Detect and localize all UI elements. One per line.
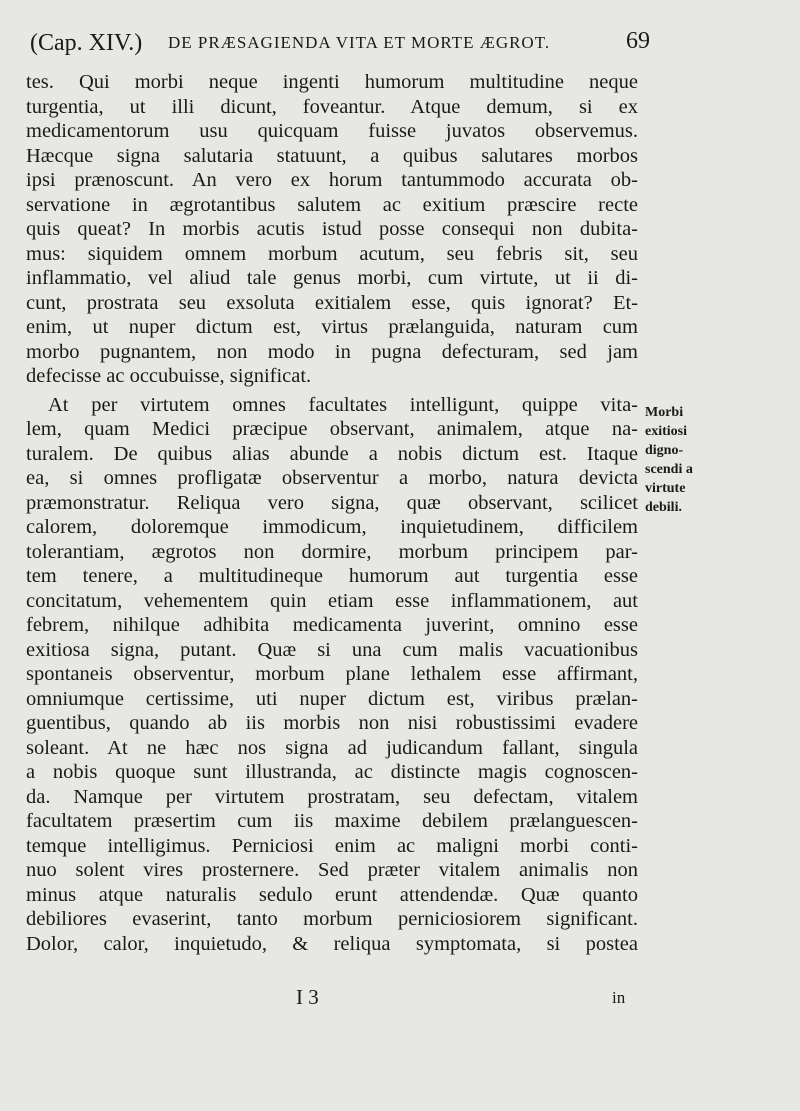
text-line: At per virtutem omnes facultates intelligunt, quippe vita- [48, 393, 638, 416]
text-line: temque intelligimus. Perniciosi enim ac maligni morbi conti- [26, 834, 638, 857]
text-line: ipsi prænoscunt. An vero ex horum tantummodo accurata ob- [26, 169, 638, 191]
text-line: a nobis quoque sunt illustranda, ac distincte magis cognoscen- [26, 761, 638, 783]
chapter-label: (Cap. XIV.) [30, 30, 143, 56]
paragraph-2 [26, 393, 638, 957]
text-line: defecisse ac occubuisse, significat. [26, 365, 312, 387]
text-line: nuo solent vires prosternere. Sed præter vitalem animalis non [26, 859, 638, 881]
text-line: Dolor, calor, inquietudo, & reliqua symptomata, si postea [26, 932, 638, 955]
text-line: turalem. De quibus alias abunde a nobis dictum est. Itaque [26, 442, 638, 465]
text-line: omniumque certissime, uti nuper dictum est, viribus prælan- [26, 687, 638, 710]
paragraph-1 [26, 70, 638, 389]
text-line: spontaneis observentur, morbum plane lethalem esse affirmant, [26, 663, 638, 685]
text-line: tolerantiam, ægrotos non dormire, morbum principem par- [26, 540, 638, 563]
marginal-line: scendi a [645, 462, 693, 477]
text-line: servatione in ægrotantibus salutem ac exitium præscire recte [26, 193, 638, 216]
signature-mark: I 3 [296, 985, 319, 1009]
marginal-line: virtute [645, 481, 686, 496]
text-line: debiliores evaserint, tanto morbum perniciosiorem significant. [26, 908, 638, 930]
marginal-line: debili. [645, 500, 682, 515]
running-header [30, 24, 650, 60]
text-line: inflammatio, vel aliud tale genus morbi, cum virtute, ut ii di- [26, 267, 638, 289]
text-line: febrem, nihilque adhibita medicamenta juverint, omnino esse [26, 614, 638, 636]
text-line: enim, ut nuper dictum est, virtus prælanguida, naturam cum [26, 316, 638, 338]
text-line: mus: siquidem omnem morbum acutum, seu febris sit, seu [26, 242, 638, 265]
text-line: minus atque naturalis sedulo erunt attendendæ. Quæ quanto [26, 883, 638, 906]
page-number: 69 [626, 28, 650, 54]
text-line: calorem, doloremque immodicum, inquietudinem, difficilem [26, 516, 638, 538]
text-line: exitiosa signa, putant. Quæ si una cum malis vacuationibus [26, 638, 638, 661]
catchword: in [612, 988, 626, 1007]
text-line: ea, si omnes profligatæ observentur a morbo, natura devicta [26, 467, 638, 489]
text-line: tes. Qui morbi neque ingenti humorum multitudine neque [26, 71, 638, 93]
text-line: cunt, prostrata seu exsoluta exitialem esse, quis ignorat? Et- [26, 291, 638, 314]
running-title: DE PRÆSAGIENDA VITA ET MORTE ÆGROT. [168, 33, 551, 52]
text-line: soleant. At ne hæc nos signa ad judicandum fallant, singula [26, 736, 638, 759]
marginal-line: Morbi [645, 405, 684, 420]
text-line: præmonstratur. Reliqua vero signa, quæ observant, scilicet [26, 491, 638, 514]
text-line: guentibus, quando ab iis morbis non nisi robustissimi evadere [26, 712, 638, 734]
text-line: lem, quam Medici præcipue observant, animalem, atque na- [26, 418, 638, 440]
text-line: turgentia, ut illi dicunt, foveantur. Atque demum, si ex [26, 95, 638, 118]
marginal-note [645, 403, 715, 517]
text-line: facultatem præsertim cum iis maxime debilem prælanguescen- [26, 810, 638, 832]
main-text [26, 70, 638, 956]
text-line: quis queat? In morbis acutis istud posse consequi non dubita- [26, 218, 638, 240]
marginal-line: exitiosi [645, 424, 687, 439]
text-line: tem tenere, a multitudineque humorum aut turgentia esse [26, 565, 638, 587]
text-line: Hæcque signa salutaria statuunt, a quibus salutares morbos [26, 144, 638, 167]
marginal-line: digno- [645, 443, 684, 458]
text-line: da. Namque per virtutem prostratam, seu defectam, vitalem [26, 785, 638, 808]
text-line: morbo pugnantem, non modo in pugna defecturam, sed jam [26, 340, 638, 363]
text-line: medicamentorum usu quicquam fuisse juvatos observemus. [26, 120, 638, 142]
text-line: concitatum, vehementem quin etiam esse inflammationem, aut [26, 589, 638, 612]
